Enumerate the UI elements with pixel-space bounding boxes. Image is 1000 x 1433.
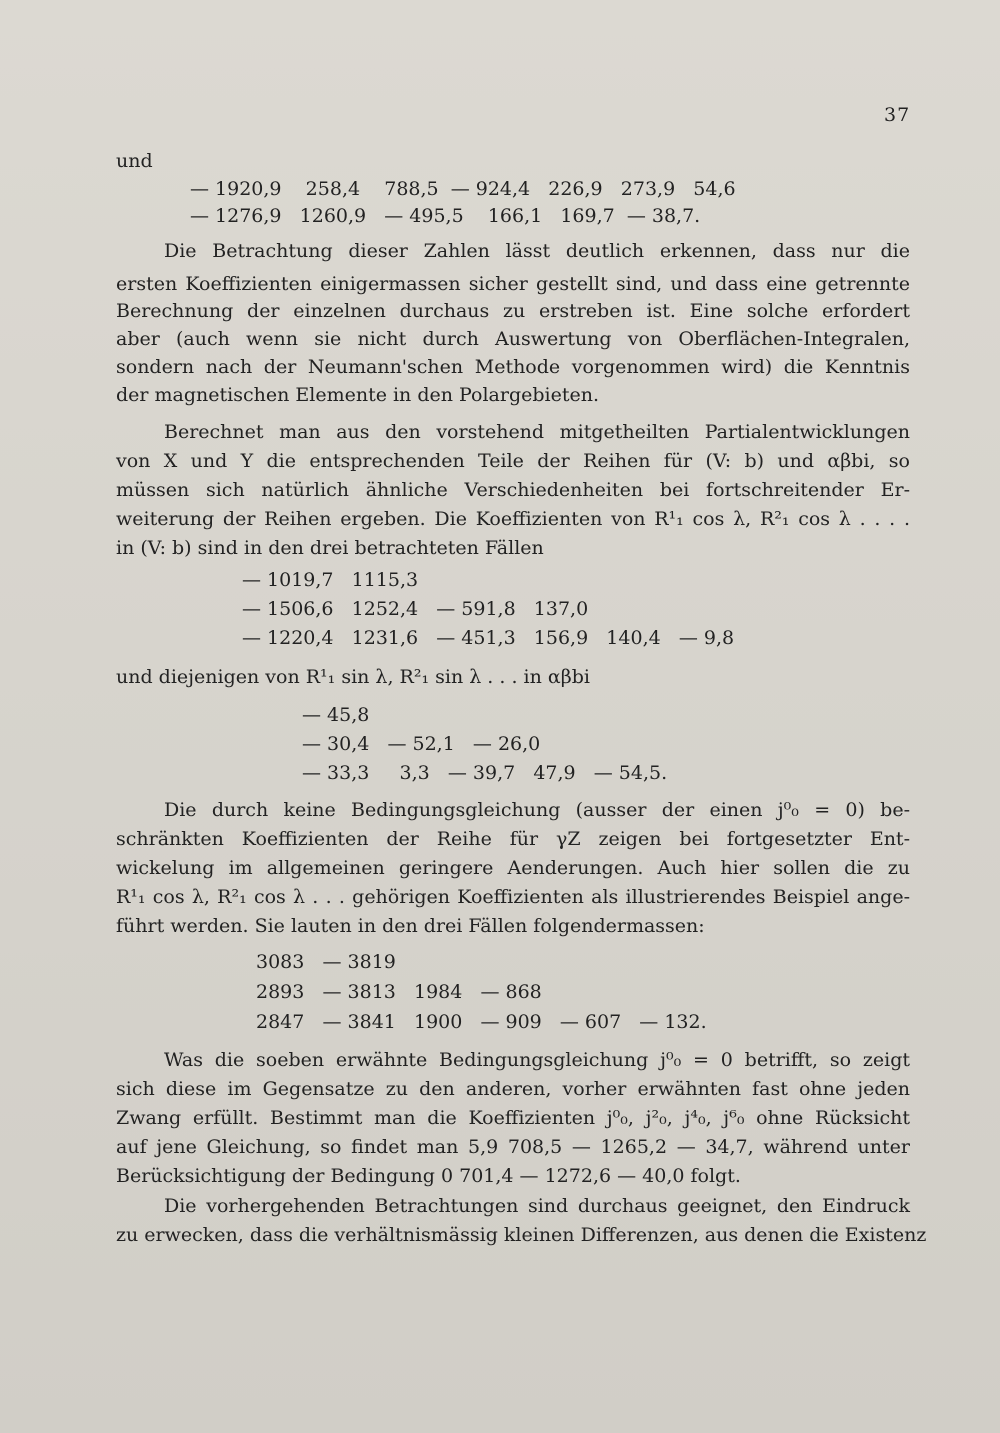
- number-row: — 1276,9 1260,9 — 495,5 166,1 169,7 — 38,7.: [190, 205, 701, 227]
- text-line: müssen sich natürlich ähnliche Verschiedenheiten bei fortschreitender Er-: [116, 479, 910, 501]
- text-line: und: [116, 150, 153, 172]
- number-row: — 1220,4 1231,6 — 451,3 156,9 140,4 — 9,8: [242, 627, 735, 649]
- number-row: — 33,3 3,3 — 39,7 47,9 — 54,5.: [302, 762, 668, 784]
- text-line: sich diese im Gegensatze zu den anderen, vorher erwähnten fast ohne jeden: [116, 1078, 910, 1100]
- number-row: — 45,8: [302, 704, 370, 726]
- text-line: weiterung der Reihen ergeben. Die Koeffizienten von R¹₁ cos λ, R²₁ cos λ . . . .: [116, 508, 910, 530]
- text-line: Die durch keine Bedingungsgleichung (ausser der einen j⁰₀ = 0) be-: [164, 799, 910, 821]
- number-row: 2847 — 3841 1900 — 909 — 607 — 132.: [256, 1011, 707, 1033]
- text-line: R¹₁ cos λ, R²₁ cos λ . . . gehörigen Koeffizienten als illustrierendes Beispiel ange-: [116, 886, 910, 908]
- text-line: Berechnung der einzelnen durchaus zu erstreben ist. Eine solche erfordert: [116, 300, 910, 322]
- number-row: — 1920,9 258,4 788,5 — 924,4 226,9 273,9 54,6: [190, 178, 736, 200]
- text-line: Die vorhergehenden Betrachtungen sind durchaus geeignet, den Eindruck: [164, 1195, 910, 1217]
- text-line: Die Betrachtung dieser Zahlen lässt deutlich erkennen, dass nur die: [164, 240, 910, 262]
- number-row: — 1506,6 1252,4 — 591,8 137,0: [242, 598, 589, 620]
- text-line: auf jene Gleichung, so findet man 5,9 708,5 — 1265,2 — 34,7, während unter: [116, 1136, 910, 1158]
- text-line: sondern nach der Neumann'schen Methode vorgenommen wird) die Kenntnis: [116, 356, 910, 378]
- text-line: zu erwecken, dass die verhältnismässig kleinen Differenzen, aus denen die Existenz: [116, 1224, 927, 1246]
- text-line: aber (auch wenn sie nicht durch Auswertung von Oberflächen-Integralen,: [116, 328, 910, 350]
- number-row: 2893 — 3813 1984 — 868: [256, 981, 542, 1003]
- number-row: 3083 — 3819: [256, 951, 396, 973]
- text-line: in (V: b) sind in den drei betrachteten Fällen: [116, 537, 544, 559]
- text-line: Berechnet man aus den vorstehend mitgetheilten Partialentwicklungen: [164, 421, 910, 443]
- text-line: führt werden. Sie lauten in den drei Fällen folgendermassen:: [116, 915, 705, 937]
- number-row: — 30,4 — 52,1 — 26,0: [302, 733, 541, 755]
- text-line: wickelung im allgemeinen geringere Aenderungen. Auch hier sollen die zu: [116, 857, 910, 879]
- text-line: und diejenigen von R¹₁ sin λ, R²₁ sin λ . . . in αβbi: [116, 666, 590, 688]
- text-line: Berücksichtigung der Bedingung 0 701,4 — 1272,6 — 40,0 folgt.: [116, 1165, 741, 1187]
- text-line: schränkten Koeffizienten der Reihe für γZ zeigen bei fortgesetzter Ent-: [116, 828, 910, 850]
- page-number: 37: [884, 104, 911, 126]
- text-line: ersten Koeffizienten einigermassen sicher gestellt sind, und dass eine getrennte: [116, 273, 910, 295]
- number-row: — 1019,7 1115,3: [242, 569, 419, 591]
- text-line: der magnetischen Elemente in den Polargebieten.: [116, 384, 600, 406]
- text-line: Zwang erfüllt. Bestimmt man die Koeffizienten j⁰₀, j²₀, j⁴₀, j⁶₀ ohne Rücksicht: [116, 1107, 910, 1129]
- text-line: Was die soeben erwähnte Bedingungsgleichung j⁰₀ = 0 betrifft, so zeigt: [164, 1049, 910, 1071]
- text-line: von X und Y die entsprechenden Teile der Reihen für (V: b) und αβbi, so: [116, 450, 910, 472]
